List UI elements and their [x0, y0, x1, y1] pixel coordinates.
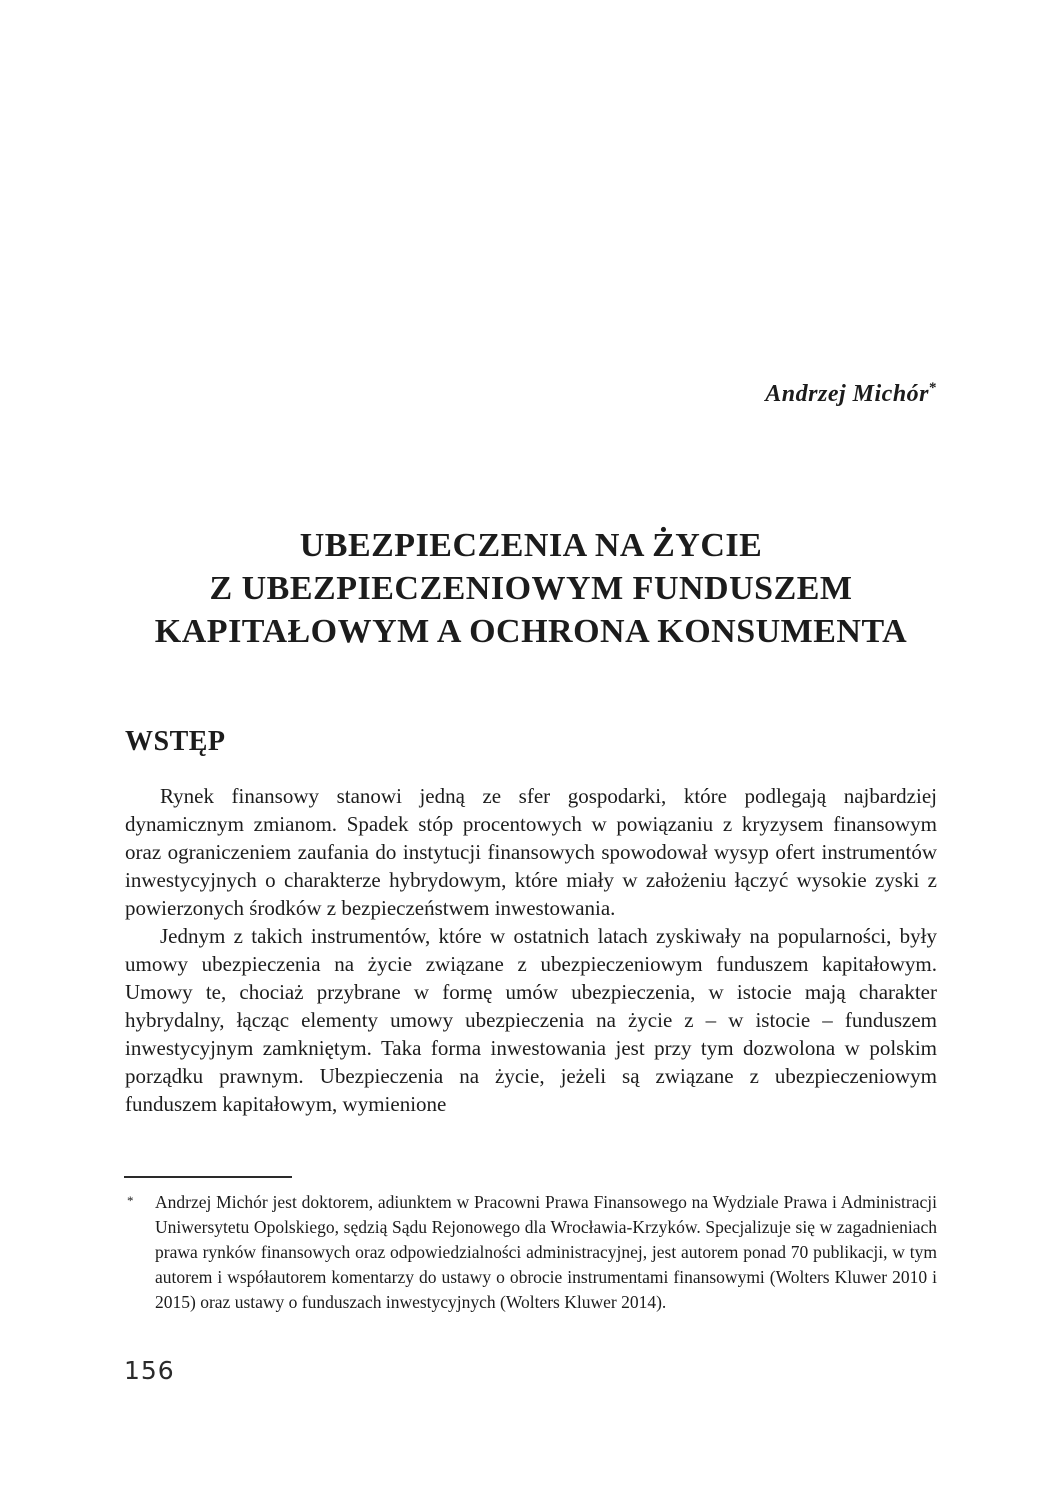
article-title-line-1: UBEZPIECZENIA NA ŻYCIE — [299, 527, 763, 564]
page-number: 156 — [124, 1356, 175, 1385]
footnote-rule — [124, 1176, 292, 1178]
paragraph-2: Jednym z takich instrumentów, które w ostatnich latach zyskiwały na popularności, były umowy ubezpieczenia na życie związane z ubezpieczeniowym funduszem kapitałowym. Umowy te, chociaż przybrane w formę umów ubezpieczenia, w istocie mają charakter hybrydalny, łącząc elementy umowy ubezpieczenia na życie z – w istocie – funduszem inwestycyjnym zamkniętym. Taka forma inwestowania jest przy tym dozwolona w polskim porządku prawnym. Ubezpieczenia na życie, jeżeli są związane z ubezpieczeniowym funduszem kapitałowym, wymienione — [125, 924, 937, 1116]
section-heading-wstep: WSTĘP — [125, 726, 226, 757]
author-line — [125, 381, 937, 408]
author-footnote-marker: * — [929, 380, 937, 396]
article-title — [125, 524, 937, 653]
footnote — [125, 1190, 937, 1315]
footnote-text: Andrzej Michór jest doktorem, adiunktem w Pracowni Prawa Finansowego na Wydziale Prawa i Administracji Uniwersytetu Opolskiego, sędzią Sądu Rejonowego dla Wrocławia-Krzyków. Specjalizuje się w zagadnieniach prawa rynków finansowych oraz odpowiedzialności administracyjnej, jest autorem ponad 70 publikacji, w tym autorem i współautorem komentarzy do ustawy o obrocie instrumentami finansowymi (Wolters Kluwer 2010 i 2015) oraz ustawy o funduszach inwestycyjnych (Wolters Kluwer 2014). — [155, 1192, 937, 1312]
body-text — [125, 782, 937, 1118]
paragraph-1: Rynek finansowy stanowi jedną ze sfer gospodarki, które podlegają najbardziej dynamicznym zmianom. Spadek stóp procentowych w powiązaniu z kryzysem finansowym oraz ograniczeniem zaufania do instytucji finansowych spowodował wysyp ofert instrumentów inwestycyjnych o charakterze hybrydowym, które miały w założeniu łączyć wysokie zyski z powierzonych środków z bezpieczeństwem inwestowania. — [125, 784, 937, 920]
article-title-line-3: KAPITAŁOWYM A OCHRONA KONSUMENTA — [154, 613, 908, 650]
footnote-marker: * — [127, 1193, 134, 1208]
article-title-line-2: Z UBEZPIECZENIOWYM FUNDUSZEM — [209, 570, 853, 607]
author-name: Andrzej Michór — [765, 381, 929, 407]
